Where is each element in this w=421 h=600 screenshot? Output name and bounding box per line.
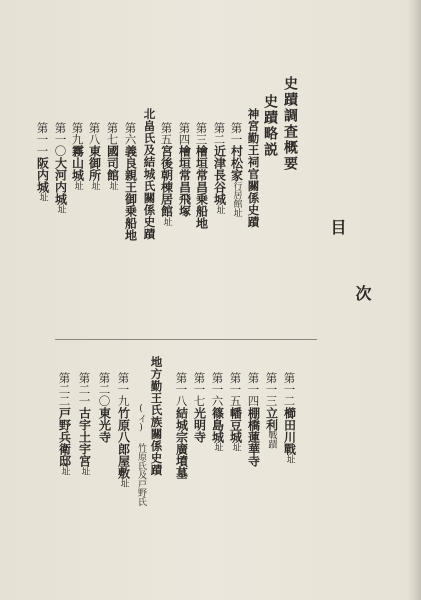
section-site-outline: 史蹟略説 — [262, 94, 278, 158]
entry-number: 第一〇 — [53, 122, 68, 157]
entry-suffix: 址 — [230, 442, 241, 452]
toc-entry-12 — [283, 372, 296, 464]
entry-title: 古宇土宇宮 — [77, 406, 92, 467]
toc-entry-21 — [78, 372, 91, 476]
entry-suffix: 址 — [79, 466, 90, 476]
entry-number: 第一六 — [210, 372, 225, 407]
entry-title: 戸野兵衛邸 — [57, 406, 72, 467]
toc-entry-10 — [54, 122, 67, 214]
entry-title: 篠島城 — [210, 406, 225, 443]
subgroup-note: (イ) 竹原氏及戸野氏 — [136, 404, 146, 506]
entry-suffix: 址 — [107, 181, 118, 190]
entry-number: 第八 — [87, 122, 102, 145]
toc-entry-5 — [160, 122, 173, 226]
entry-title: 村松家 — [229, 145, 244, 181]
entry-suffix: 址 — [55, 204, 66, 214]
entry-suffix: 址 — [72, 181, 83, 190]
entry-number: 第一九 — [116, 372, 131, 407]
toc-entry-1 — [230, 122, 243, 217]
entry-suffix: 址 — [284, 454, 295, 464]
entry-number: 第二一 — [77, 372, 92, 407]
entry-title: 東光寺 — [97, 406, 112, 443]
toc-entry-13 — [265, 372, 278, 449]
toc-title-char-2: 次 — [353, 285, 372, 301]
entry-number: 第五 — [159, 122, 174, 145]
toc-entry-9 — [71, 122, 84, 190]
entry-number: 第一四 — [246, 372, 261, 407]
entry-title: 幡豆城 — [228, 406, 243, 443]
entry-title: 霧山城 — [70, 145, 85, 181]
toc-entry-15 — [229, 372, 242, 452]
entry-title: 義良親王御乗船地 — [123, 145, 138, 241]
entry-title: 結城宗廣墳墓 — [174, 406, 189, 479]
toc-entry-4 — [178, 122, 191, 217]
toc-entry-14 — [247, 372, 260, 467]
entry-number: 第一七 — [192, 372, 207, 407]
entry-title: 竹原八郎屋敷 — [116, 406, 131, 479]
toc-entry-16 — [211, 372, 224, 452]
entry-title: 宮後朝棟居館 — [159, 145, 174, 217]
entry-number: 第四 — [177, 122, 192, 145]
entry-number: 第一一 — [35, 122, 50, 157]
toc-entry-8 — [88, 122, 101, 190]
section-divider — [55, 339, 317, 340]
entry-number: 第一 — [229, 122, 244, 145]
entry-title: 檜垣常昌飛塚 — [177, 145, 192, 217]
entry-title: 國司館 — [105, 145, 120, 181]
group-local-loyalist-clans: 地方勤王氏族關係史蹟 — [149, 356, 164, 476]
toc-entry-17 — [193, 372, 206, 443]
entry-title: 光明寺 — [192, 406, 207, 443]
toc-entry-3 — [195, 122, 208, 229]
entry-title: 阪内城 — [35, 156, 50, 193]
entry-suffix: 址 — [212, 442, 223, 452]
entry-title: 大河内城 — [53, 156, 68, 205]
toc-entry-20 — [98, 372, 111, 443]
entry-number: 第一八 — [174, 372, 189, 407]
entry-suffix: 址 — [214, 205, 225, 214]
section-survey-overview: 史蹟調査概要 — [282, 76, 298, 172]
entry-number: 第一五 — [228, 372, 243, 407]
entry-title: 東御所 — [87, 145, 102, 181]
entry-suffix: 址 — [118, 478, 129, 488]
entry-number: 第三 — [194, 122, 209, 145]
entry-suffix: 行居館址 — [231, 181, 242, 217]
page-edge-shadow — [407, 0, 421, 600]
entry-suffix: 址 — [89, 181, 100, 190]
entry-number: 第七 — [105, 122, 120, 145]
entry-title: 棚橋蓮華寺 — [246, 406, 261, 467]
entry-suffix: 戰蹟 — [266, 430, 277, 449]
toc-entry-22 — [58, 372, 71, 476]
entry-suffix: 址 — [59, 466, 70, 476]
toc-entry-19 — [117, 372, 130, 488]
entry-title: 立利 — [264, 406, 279, 431]
entry-number: 第六 — [123, 122, 138, 145]
entry-title: 檜垣常昌乗船地 — [194, 145, 209, 229]
entry-title: 近津長谷城 — [212, 145, 227, 205]
entry-number: 第一三 — [264, 372, 279, 407]
group-shrine-priests: 神宮勤王祠官關係史蹟 — [246, 108, 261, 228]
toc-entry-6 — [124, 122, 137, 241]
toc-entry-18 — [175, 372, 188, 479]
toc-entry-11 — [36, 122, 49, 202]
entry-title: 櫛田川戰 — [282, 406, 297, 455]
toc-entry-2 — [213, 122, 226, 214]
entry-number: 第一二 — [282, 372, 297, 407]
entry-number: 第二 — [212, 122, 227, 145]
toc-title-char-1: 目 — [328, 219, 347, 235]
entry-suffix: 址 — [161, 217, 172, 226]
entry-suffix: 址 — [37, 192, 48, 202]
entry-number: 第九 — [70, 122, 85, 145]
toc-entry-7 — [106, 122, 119, 190]
group-kitabatake-yuki: 北畠氏及結城氏關係史蹟 — [142, 108, 157, 240]
entry-number: 第二〇 — [97, 372, 112, 407]
entry-number: 第二二 — [57, 372, 72, 407]
